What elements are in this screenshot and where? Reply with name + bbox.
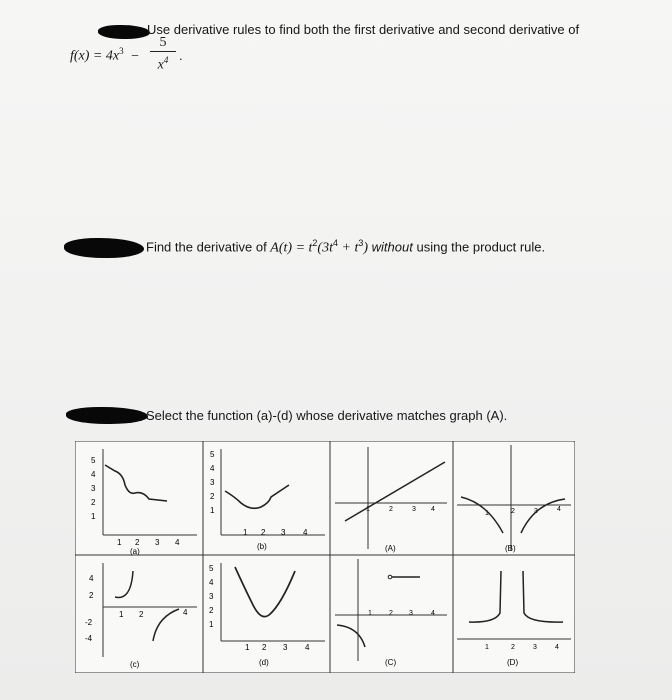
graph-c-label: (c)	[130, 660, 140, 669]
graph-C-xtick: 4	[431, 610, 435, 617]
redaction-mark-2	[64, 238, 144, 258]
graph-c-ytick: 2	[89, 591, 94, 600]
question-1-period: .	[179, 48, 183, 63]
graph-d-ytick: 5	[209, 564, 214, 573]
graph-D-xtick: 1	[485, 644, 489, 651]
graph-a-ytick: 1	[91, 512, 96, 521]
graph-d-xtick: 4	[305, 643, 310, 652]
graph-d-xtick: 2	[262, 643, 267, 652]
graph-d-xtick: 3	[283, 643, 288, 652]
graph-a-ytick: 3	[91, 484, 96, 493]
question-1-function: $f(x) = 4x^3$ −	[70, 46, 139, 64]
graph-b-ytick: 1	[210, 506, 215, 515]
graph-b-ytick: 2	[210, 492, 215, 501]
graph-d-ytick: 1	[209, 620, 214, 629]
graph-A-label: (A)	[385, 544, 396, 553]
question-2-prompt: Find the derivative of $A(t) = t^2(3t^4 + t^3)$ without using the product rule.	[146, 238, 546, 256]
graph-C-xtick: 2	[389, 610, 393, 617]
graph-c-ytick: -4	[85, 634, 93, 643]
graph-B-xtick: 3	[534, 508, 538, 515]
graph-d-xtick: 1	[245, 643, 250, 652]
graph-b-label: (b)	[257, 542, 267, 551]
graph-c-ytick: 4	[89, 574, 94, 583]
graph-a-xtick: 4	[175, 538, 180, 547]
graph-b-xtick: 2	[261, 528, 266, 537]
graph-d-label: (d)	[259, 658, 269, 667]
redaction-mark-3	[66, 407, 148, 424]
graph-b-xtick: 1	[243, 528, 248, 537]
graph-a-xtick: 3	[155, 538, 160, 547]
graph-b-ytick: 3	[210, 478, 215, 487]
question-1-fraction: 5 $x^4$	[150, 36, 176, 73]
graph-A-xtick: 1	[366, 506, 370, 513]
graph-a-xtick: 2	[135, 538, 140, 547]
graph-C-xtick: 1	[368, 610, 372, 617]
graph-a-ytick: 2	[91, 498, 96, 507]
redaction-mark-1	[98, 25, 150, 39]
graph-C-xtick: 3	[409, 610, 413, 617]
question-1-prompt: Use derivative rules to find both the first derivative and second derivative of	[147, 22, 580, 37]
graph-b-ytick: 5	[210, 450, 215, 459]
graph-grid	[75, 441, 575, 678]
graph-b-xtick: 4	[303, 528, 308, 537]
graph-D-xtick: 4	[555, 644, 559, 651]
graph-a-label: (a)	[130, 547, 140, 556]
graph-C-label: (C)	[385, 658, 397, 667]
graph-A-xtick: 3	[412, 506, 416, 513]
graph-d-ytick: 3	[209, 592, 214, 601]
graph-c-xtick: 1	[119, 610, 124, 619]
graph-B-xtick: 2	[511, 508, 515, 515]
graph-a-ytick: 5	[91, 456, 96, 465]
graph-b-ytick: 4	[210, 464, 215, 473]
graph-b-xtick: 3	[281, 528, 286, 537]
question-3-prompt: Select the function (a)-(d) whose derivative matches graph (A).	[146, 408, 508, 423]
graph-D-xtick: 2	[511, 644, 515, 651]
graph-a-ytick: 4	[91, 470, 96, 479]
graph-A-xtick: 2	[389, 506, 393, 513]
graph-c-ytick: -2	[85, 618, 93, 627]
graph-d-ytick: 2	[209, 606, 214, 615]
graph-c-xtick: 4	[183, 608, 188, 617]
graph-D-xtick: 3	[533, 644, 537, 651]
graph-C-open-point	[388, 575, 392, 579]
graph-a-xtick: 1	[117, 538, 122, 547]
graph-c-xtick: 2	[139, 610, 144, 619]
graph-B-xtick: 1	[485, 510, 489, 517]
graph-A-xtick: 4	[431, 506, 435, 513]
graph-D-label: (D)	[507, 658, 519, 667]
graph-B-label: (B)	[505, 544, 516, 553]
graph-d-ytick: 4	[209, 578, 214, 587]
graph-B-xtick: 4	[557, 506, 561, 513]
